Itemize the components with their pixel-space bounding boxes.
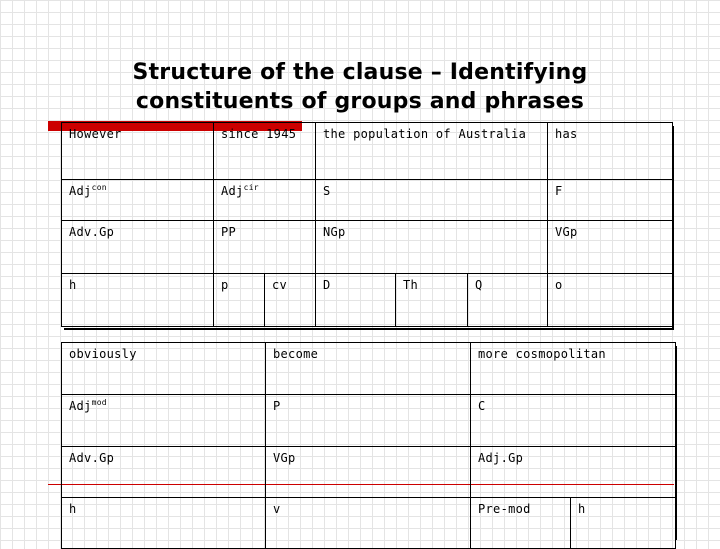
clause-analysis-table-1 <box>61 122 673 327</box>
element-cell: cv <box>265 274 316 327</box>
element-cell: Th <box>396 274 468 327</box>
word-cell: However <box>62 123 214 180</box>
function-superscript: mod <box>91 398 107 407</box>
word-cell: obviously <box>62 343 266 395</box>
element-cell: Pre-mod <box>471 498 571 549</box>
table-row-functions <box>62 395 676 447</box>
table-row-elements <box>62 498 676 549</box>
group-cell: VGp <box>548 221 673 274</box>
word-cell: since 1945 <box>214 123 316 180</box>
element-cell: o <box>548 274 673 327</box>
table-2-shadow-right <box>675 346 677 540</box>
slide-title-line-1: Structure of the clause – Identifying <box>132 60 588 85</box>
table-row-groups <box>62 221 673 274</box>
word-cell: become <box>266 343 471 395</box>
slide-title <box>60 58 660 116</box>
clause-analysis-table-2 <box>61 342 676 549</box>
group-cell: Adv.Gp <box>62 221 214 274</box>
word-cell: more cosmopolitan <box>471 343 676 395</box>
table-1-shadow-right <box>672 126 674 330</box>
group-cell: PP <box>214 221 316 274</box>
function-cell: C <box>471 395 676 447</box>
element-cell: D <box>316 274 396 327</box>
function-cell <box>214 180 316 221</box>
group-cell: VGp <box>266 447 471 498</box>
function-label: Adj <box>221 184 244 198</box>
group-cell: NGp <box>316 221 548 274</box>
function-cell <box>62 180 214 221</box>
table-row-elements <box>62 274 673 327</box>
function-label: Adj <box>69 399 92 413</box>
group-cell: Adv.Gp <box>62 447 266 498</box>
function-cell: P <box>266 395 471 447</box>
table-row-words <box>62 123 673 180</box>
group-cell: Adj.Gp <box>471 447 676 498</box>
function-superscript: cir <box>243 183 259 192</box>
function-label: Adj <box>69 184 92 198</box>
function-cell <box>62 395 266 447</box>
table-row-words <box>62 343 676 395</box>
element-cell: v <box>266 498 471 549</box>
table-row-groups <box>62 447 676 498</box>
word-cell: the population of Australia <box>316 123 548 180</box>
element-cell: Q <box>468 274 548 327</box>
element-cell: p <box>214 274 265 327</box>
element-cell: h <box>62 498 266 549</box>
element-cell: h <box>571 498 676 549</box>
table-row-functions <box>62 180 673 221</box>
table-1-shadow-bottom <box>64 328 674 330</box>
function-cell: F <box>548 180 673 221</box>
function-cell: S <box>316 180 548 221</box>
function-superscript: con <box>91 183 107 192</box>
element-cell: h <box>62 274 214 327</box>
word-cell: has <box>548 123 673 180</box>
slide-title-line-2: constituents of groups and phrases <box>135 89 585 114</box>
